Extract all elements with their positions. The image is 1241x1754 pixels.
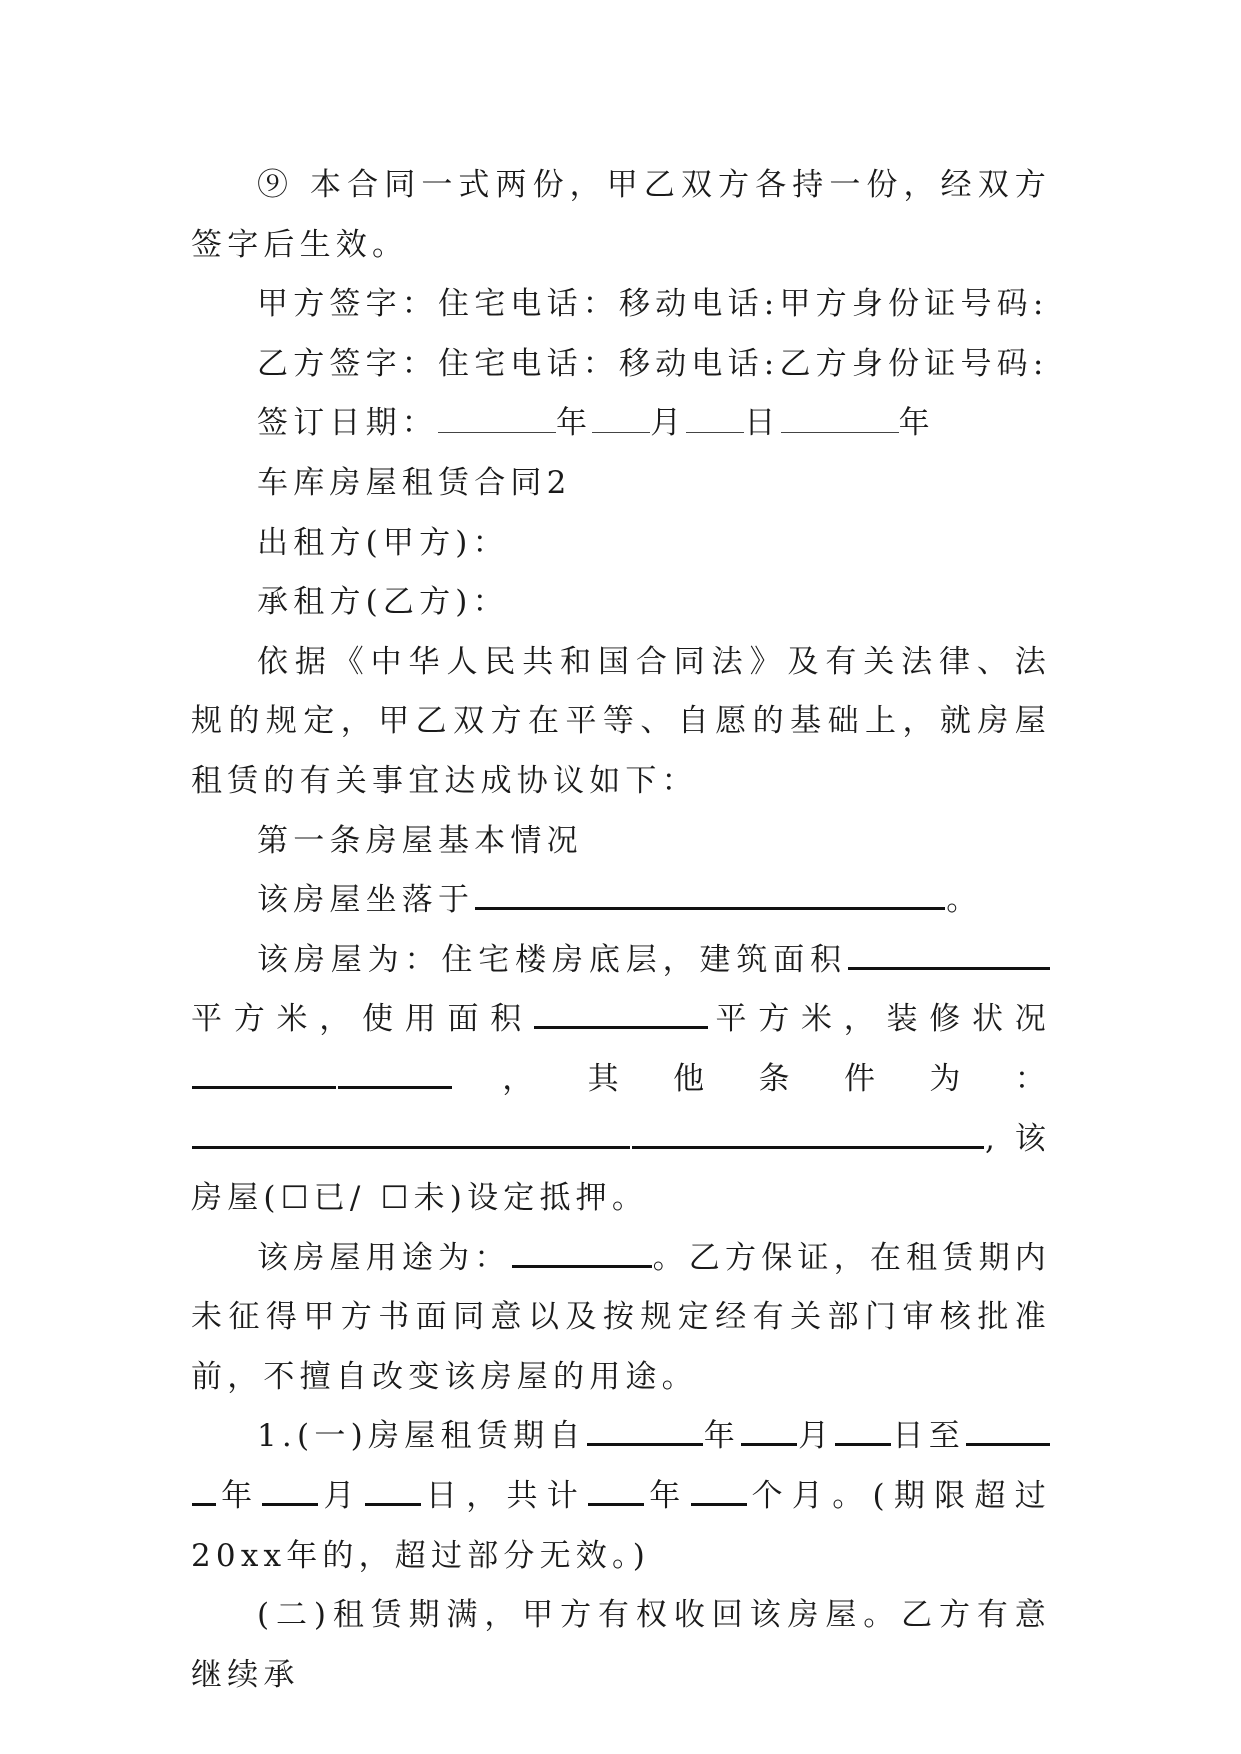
blank-line: [592, 406, 650, 433]
party-b-signature-line: 乙方签字：住宅电话：移动电话:乙方身份证号码:: [257, 345, 1049, 382]
total-label: 日，共计: [421, 1478, 588, 1515]
blank-line: [338, 1060, 452, 1089]
period-mark: 。: [946, 882, 983, 919]
blank-line: [262, 1477, 318, 1506]
blank-line: [512, 1239, 652, 1268]
blank-line: [438, 406, 556, 433]
blank-line: [192, 1120, 630, 1149]
blank-line: [632, 1120, 984, 1149]
clause-9: ⑨ 本合同一式两份，甲乙双方各持一份，经双方签字后生效。: [191, 167, 1051, 263]
months-note: 个月。(期限超过20xx年的，超过部分无效。): [191, 1478, 1051, 1574]
blank-line: [835, 1417, 891, 1446]
other-conditions-label: ，其他条件为：: [453, 1060, 1051, 1097]
month-label: 月: [798, 1418, 835, 1455]
usable-area-label: 平方米，使用面积: [191, 1001, 533, 1038]
signing-date-label: 签订日期：: [257, 405, 438, 442]
day-to-label: 日至: [892, 1418, 966, 1455]
property-location: [191, 871, 1051, 931]
blank-line: [365, 1477, 421, 1506]
mortgage-label: ,该房屋(☐已/ ☐未)设定抵押。: [191, 1120, 1051, 1217]
property-use: [191, 1229, 1051, 1408]
document-page: [191, 156, 1051, 1705]
month-label: 月: [319, 1478, 364, 1515]
preamble: 依据《中华人民共和国合同法》及有关法律、法规的规定，甲乙双方在平等、自愿的基础上，就房屋租赁的有关事宜达成协议如下：: [191, 643, 1051, 799]
day-label: 日: [744, 405, 781, 442]
lessee-line: 承租方(乙方)：: [257, 584, 509, 621]
contract-title: 车库房屋租赁合同2: [257, 464, 572, 501]
location-label: 该房屋坐落于: [257, 882, 475, 919]
year-label: 年: [645, 1478, 690, 1515]
blank-line: [848, 941, 1050, 970]
building-area-label: 该房屋为：住宅楼房底层，建筑面积: [257, 941, 847, 978]
property-details: [191, 931, 1051, 1229]
blank-line: [475, 881, 945, 910]
blank-line: [686, 406, 744, 433]
lessor-line: 出租方(甲方)：: [257, 524, 509, 561]
article-1-heading: 第一条房屋基本情况: [257, 822, 583, 859]
year-label: 年: [703, 1418, 741, 1455]
decoration-label: 平方米，装修状况: [709, 1001, 1051, 1038]
blank-line: [966, 1417, 1050, 1446]
blank-line: [192, 1477, 216, 1506]
blank-line: [192, 1060, 336, 1089]
year-label: 年: [898, 405, 935, 442]
blank-line: [534, 1000, 708, 1029]
use-label: 该房屋用途为：: [257, 1239, 511, 1276]
party-a-signature-line: 甲方签字：住宅电话：移动电话:甲方身份证号码:: [257, 286, 1049, 323]
blank-line: [741, 1417, 797, 1446]
lease-term-label: 1.(一)房屋租赁期自: [257, 1418, 586, 1455]
blank-line: [588, 1477, 644, 1506]
lease-expiry-clause: (二)租赁期满，甲方有权收回该房屋。乙方有意继续承: [191, 1597, 1051, 1693]
use-guarantee: 。乙方保证，在租赁期内未征得甲方书面同意以及按规定经有关部门审核批准前，不擅自改变该房屋的用途。: [191, 1239, 1052, 1395]
blank-line: [691, 1477, 747, 1506]
blank-line: [587, 1417, 703, 1446]
signing-date-line: [191, 394, 1051, 454]
blank-line: [781, 406, 899, 433]
year-label: 年: [556, 405, 593, 442]
month-label: 月: [650, 405, 687, 442]
year-label: 年: [217, 1478, 262, 1515]
lease-term: [191, 1407, 1051, 1586]
